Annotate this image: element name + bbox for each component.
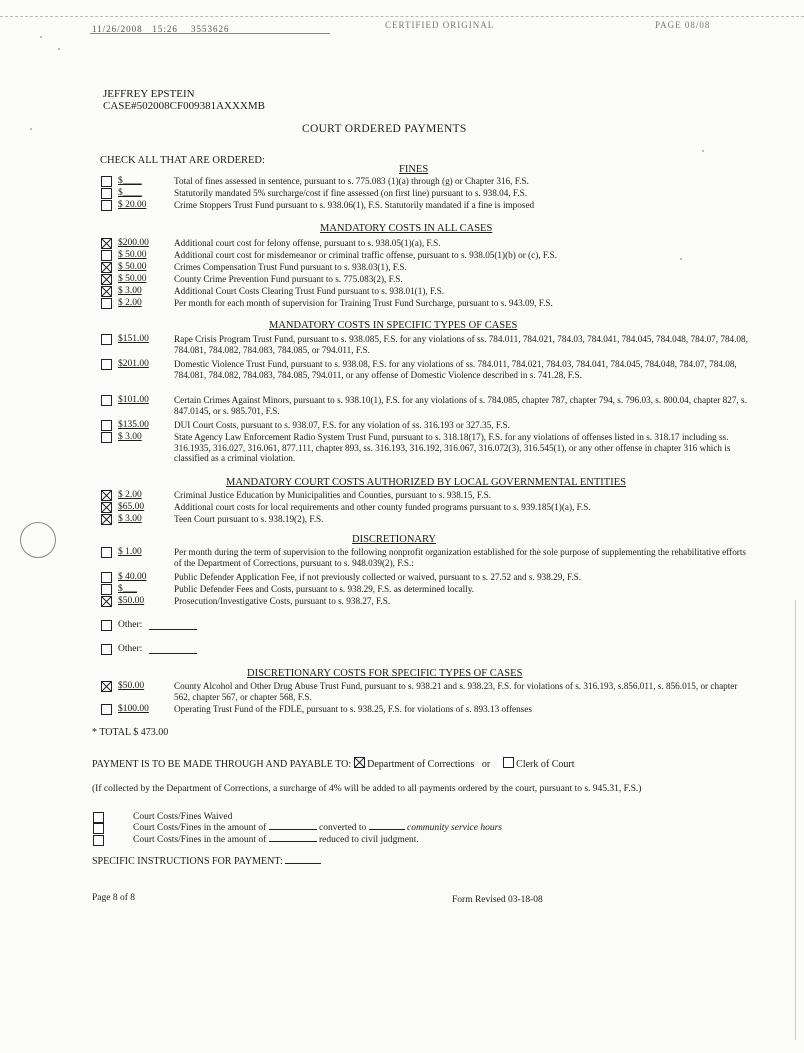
item-description: Operating Trust Fund of the FDLE, pursuant to s. 938.25, F.S. for violations of s. 893.13 offenses bbox=[174, 704, 532, 714]
page-title: COURT ORDERED PAYMENTS bbox=[302, 123, 467, 135]
item-description: Public Defender Fees and Costs, pursuant to s. 938.29, F.S. as determined locally. bbox=[174, 584, 475, 594]
cost-row bbox=[101, 572, 741, 584]
cost-row bbox=[101, 188, 741, 200]
item-checkbox[interactable] bbox=[101, 334, 112, 345]
item-amount: $201.00 bbox=[118, 359, 149, 369]
item-checkbox-checked[interactable] bbox=[101, 262, 112, 273]
payment-option-doc: Department of Corrections bbox=[367, 759, 475, 770]
specific-instructions-blank[interactable] bbox=[285, 863, 321, 864]
fax-time: 15:26 bbox=[152, 24, 178, 34]
other-row bbox=[101, 644, 741, 656]
item-checkbox-checked[interactable] bbox=[101, 502, 112, 513]
item-checkbox[interactable] bbox=[101, 420, 112, 431]
clerk-checkbox[interactable] bbox=[503, 757, 514, 768]
item-description: Domestic Violence Trust Fund, pursuant to s. 938.08, F.S. for any violations of ss. 784.011, 784.021, 784.03, 784.041, 784.045, 784.048, 784.07, 784.08, 784.081, 784.082, 784.083, 784.085, 794.011, or any offense of Domestic Violence described in s. 741.28, F.S. bbox=[174, 359, 737, 380]
cost-row bbox=[101, 514, 741, 526]
cost-row bbox=[101, 298, 741, 310]
item-amount: $135.00 bbox=[118, 420, 149, 430]
scan-edge bbox=[795, 600, 796, 1040]
item-amount: $101.00 bbox=[118, 395, 149, 405]
cost-row bbox=[101, 681, 741, 702]
cost-row bbox=[101, 238, 741, 250]
item-description: Certain Crimes Against Minors, pursuant to s. 938.10(1), F.S. for any violations of s. 784.085, chapter 787, chapter 794, s. 796.03, s. 800.04, chapter 827, s. 847.0145, or s. 985.701, F.S. bbox=[174, 395, 747, 416]
speck bbox=[58, 48, 60, 50]
item-amount: $65.00 bbox=[118, 502, 145, 512]
cost-row bbox=[101, 596, 741, 608]
item-description: Crimes Compensation Trust Fund pursuant to s. 938.03(1), F.S. bbox=[174, 262, 407, 272]
item-amount: $____ bbox=[118, 176, 142, 186]
reduced-label-a: Court Costs/Fines in the amount of bbox=[133, 835, 267, 845]
cost-row bbox=[101, 420, 741, 432]
item-amount: $____ bbox=[118, 188, 142, 198]
case-number: CASE#502008CF009381AXXXMB bbox=[103, 100, 265, 112]
form-revised: Form Revised 03-18-08 bbox=[452, 895, 543, 905]
section-local: MANDATORY COURT COSTS AUTHORIZED BY LOCAL GOVERNMENTAL ENTITIES bbox=[226, 477, 626, 488]
item-amount: $ 3.00 bbox=[118, 514, 142, 524]
converted-label-b: converted to bbox=[319, 823, 367, 833]
fax-date: 11/26/2008 bbox=[92, 24, 143, 34]
cost-row bbox=[101, 286, 741, 298]
item-description: Teen Court pursuant to s. 938.19(2), F.S. bbox=[174, 514, 324, 524]
fax-header bbox=[92, 24, 229, 34]
converted-hours-blank[interactable] bbox=[369, 829, 405, 830]
payment-or: or bbox=[481, 759, 491, 770]
cost-row bbox=[101, 584, 741, 596]
reduced-label-b: reduced to civil judgment. bbox=[319, 835, 419, 845]
fax-header-mid: CERTIFIED ORIGINAL bbox=[385, 20, 495, 30]
item-description: State Agency Law Enforcement Radio System Trust Fund, pursuant to s. 318.18(17), F.S. for any violations of offenses listed in s. 318.17 including ss. 316.1935, 316.027, 316.061, 877.111, chapter 893, ss. 316.193, 316.192, 316.067, 316.072(3), 316.545(1), or any other offense in chapter 316 which is classified as a criminal violation. bbox=[174, 432, 731, 463]
item-checkbox[interactable] bbox=[101, 188, 112, 199]
specific-instructions bbox=[92, 856, 321, 867]
item-checkbox[interactable] bbox=[101, 584, 112, 595]
item-description: Crime Stoppers Trust Fund pursuant to s. 938.06(1), F.S. Statutorily mandated if a fine is imposed bbox=[174, 200, 535, 210]
page-number: Page 8 of 8 bbox=[92, 893, 136, 903]
total-amount: * TOTAL $ 473.00 bbox=[92, 727, 169, 738]
item-checkbox[interactable] bbox=[101, 395, 112, 406]
item-checkbox[interactable] bbox=[101, 250, 112, 261]
item-description: Additional court cost for felony offense, pursuant to s. 938.05(1)(a), F.S. bbox=[174, 238, 441, 248]
cost-row bbox=[101, 176, 741, 188]
doc-checkbox-checked[interactable] bbox=[354, 757, 365, 768]
cost-row bbox=[101, 395, 747, 416]
converted-row bbox=[93, 823, 733, 835]
cost-row bbox=[101, 250, 741, 262]
converted-label-c: community service hours bbox=[406, 823, 502, 833]
item-checkbox[interactable] bbox=[101, 298, 112, 309]
other-checkbox[interactable] bbox=[101, 620, 112, 631]
reduced-checkbox[interactable] bbox=[93, 835, 104, 846]
section-fines: FINES bbox=[399, 164, 429, 175]
converted-amount-blank[interactable] bbox=[269, 829, 317, 830]
fax-header-right: PAGE 08/08 bbox=[655, 20, 711, 30]
item-description: Additional Court Costs Clearing Trust Fund pursuant to s. 938.01(1), F.S. bbox=[174, 286, 445, 296]
item-amount: $ 50.00 bbox=[118, 250, 147, 260]
item-description: Prosecution/Investigative Costs, pursuant to s. 938.27, F.S. bbox=[174, 596, 391, 606]
item-amount: $100.00 bbox=[118, 704, 149, 714]
item-amount: $ 1.00 bbox=[118, 547, 142, 557]
section-mandatory-specific: MANDATORY COSTS IN SPECIFIC TYPES OF CASES bbox=[269, 320, 518, 331]
item-checkbox[interactable] bbox=[101, 704, 112, 715]
cost-row bbox=[101, 359, 741, 380]
item-amount: $ 20.00 bbox=[118, 200, 147, 210]
reduced-amount-blank[interactable] bbox=[269, 841, 317, 842]
item-amount: $50.00 bbox=[118, 596, 145, 606]
converted-line bbox=[133, 823, 502, 833]
payment-line bbox=[92, 757, 575, 770]
item-description: Additional court costs for local requirements and other county funded programs pursuant to s. 939.185(1)(a), F.S. bbox=[174, 502, 591, 512]
converted-label-a: Court Costs/Fines in the amount of bbox=[133, 823, 267, 833]
item-amount: $151.00 bbox=[118, 334, 149, 344]
item-amount: $50.00 bbox=[118, 681, 145, 691]
specific-instructions-label: SPECIFIC INSTRUCTIONS FOR PAYMENT: bbox=[92, 856, 283, 867]
item-description: Criminal Justice Education by Municipalities and Counties, pursuant to s. 938.15, F.S. bbox=[174, 490, 491, 500]
speck bbox=[702, 150, 704, 152]
speck bbox=[30, 128, 32, 130]
section-discretionary-specific: DISCRETIONARY COSTS FOR SPECIFIC TYPES OF CASES bbox=[247, 668, 523, 679]
item-checkbox[interactable] bbox=[101, 200, 112, 211]
item-amount: $ 3.00 bbox=[118, 432, 142, 442]
defendant-name: JEFFREY EPSTEIN bbox=[103, 88, 195, 100]
item-checkbox-checked[interactable] bbox=[101, 490, 112, 501]
binder-hole bbox=[20, 522, 56, 558]
payment-label: PAYMENT IS TO BE MADE THROUGH AND PAYABLE TO: bbox=[92, 759, 352, 770]
check-instruction: CHECK ALL THAT ARE ORDERED: bbox=[100, 155, 265, 166]
item-amount: $ 40.00 bbox=[118, 572, 147, 582]
item-amount: $ 2.00 bbox=[118, 298, 142, 308]
item-checkbox[interactable] bbox=[101, 359, 112, 370]
cost-row bbox=[101, 547, 746, 568]
waived-checkbox[interactable] bbox=[93, 812, 104, 823]
item-checkbox[interactable] bbox=[101, 572, 112, 583]
item-checkbox-checked[interactable] bbox=[101, 274, 112, 285]
other-row bbox=[101, 620, 741, 632]
other-blank[interactable] bbox=[149, 629, 197, 630]
item-checkbox-checked[interactable] bbox=[101, 514, 112, 525]
item-description: Per month for each month of supervision for Training Trust Fund Surcharge, pursuant to s. 943.09, F.S. bbox=[174, 298, 553, 308]
item-description: Rape Crisis Program Trust Fund, pursuant to s. 938.085, F.S. for any violations of ss. 784.011, 784.021, 784.03, 784.041, 784.045, 784.048, 784.07, 784.08, 784.081, 784.082, 784.083, 784.085, or 794.011, F.S. bbox=[174, 334, 748, 355]
payment-option-clerk: Clerk of Court bbox=[516, 759, 575, 770]
item-checkbox[interactable] bbox=[101, 432, 112, 443]
item-description: County Crime Prevention Fund pursuant to s. 775.083(2), F.S. bbox=[174, 274, 403, 284]
reduced-line bbox=[133, 835, 419, 845]
item-amount: $___ bbox=[118, 584, 137, 594]
item-amount: $ 50.00 bbox=[118, 274, 147, 284]
waived-label: Court Costs/Fines Waived bbox=[133, 812, 233, 822]
item-checkbox-checked[interactable] bbox=[101, 238, 112, 249]
surcharge-note: (If collected by the Department of Corrections, a surcharge of 4% will be added to all payments ordered by the court, pursuant to s. 945.31, F.S.) bbox=[92, 784, 642, 794]
cost-row bbox=[101, 704, 741, 716]
item-description: Statutorily mandated 5% surcharge/cost if fine assessed (on first line) pursuant to s. 938.04, F.S. bbox=[174, 188, 528, 198]
cost-row bbox=[101, 502, 741, 514]
item-description: DUI Court Costs, pursuant to s. 938.07, F.S. for any violation of ss. 316.193 or 327.35, F.S. bbox=[174, 420, 510, 430]
speck bbox=[40, 36, 42, 38]
item-amount: $ 2.00 bbox=[118, 490, 142, 500]
other-label: Other: bbox=[118, 644, 143, 654]
item-checkbox-checked[interactable] bbox=[101, 681, 112, 692]
cost-row bbox=[101, 432, 741, 463]
item-description: Per month during the term of supervision to the following nonprofit organization established for the sole purpose of supplementing the rehabilitative efforts of the Department of Corrections, pursuant to s. 948.039(2), F.S.: bbox=[174, 547, 746, 568]
section-discretionary: DISCRETIONARY bbox=[352, 534, 437, 545]
cost-row bbox=[101, 262, 741, 274]
other-blank[interactable] bbox=[149, 653, 197, 654]
converted-checkbox[interactable] bbox=[93, 823, 104, 834]
item-description: County Alcohol and Other Drug Abuse Trust Fund, pursuant to s. 938.21 and s. 938.23, F.S. for violations of s. 316.193, s.856.011, s. 856.015, or chapter 562, chapter 567, or chapter 568, F.S. bbox=[174, 681, 738, 702]
other-label: Other: bbox=[118, 620, 143, 630]
fax-edge-line bbox=[0, 16, 804, 17]
cost-row bbox=[101, 274, 741, 286]
cost-row bbox=[101, 200, 741, 212]
other-checkbox[interactable] bbox=[101, 644, 112, 655]
item-description: Additional court cost for misdemeanor or criminal traffic offense, pursuant to s. 938.05(1)(b) or (c), F.S. bbox=[174, 250, 557, 260]
item-checkbox-checked[interactable] bbox=[101, 596, 112, 607]
reduced-row bbox=[93, 835, 733, 847]
fax-number: 3553626 bbox=[190, 24, 230, 34]
cost-row bbox=[101, 490, 741, 502]
item-amount: $ 3.00 bbox=[118, 286, 142, 296]
section-mandatory-all: MANDATORY COSTS IN ALL CASES bbox=[320, 223, 493, 234]
item-checkbox[interactable] bbox=[101, 176, 112, 187]
item-amount: $ 50.00 bbox=[118, 262, 147, 272]
item-checkbox-checked[interactable] bbox=[101, 286, 112, 297]
cost-row bbox=[101, 334, 748, 355]
item-checkbox[interactable] bbox=[101, 547, 112, 558]
item-description: Total of fines assessed in sentence, pursuant to s. 775.083 (1)(a) through (g) or Chapter 316, F.S. bbox=[174, 176, 529, 186]
item-amount: $200.00 bbox=[118, 238, 149, 248]
item-description: Public Defender Application Fee, if not previously collected or waived, pursuant to s. 27.52 and s. 938.29, F.S. bbox=[174, 572, 582, 582]
